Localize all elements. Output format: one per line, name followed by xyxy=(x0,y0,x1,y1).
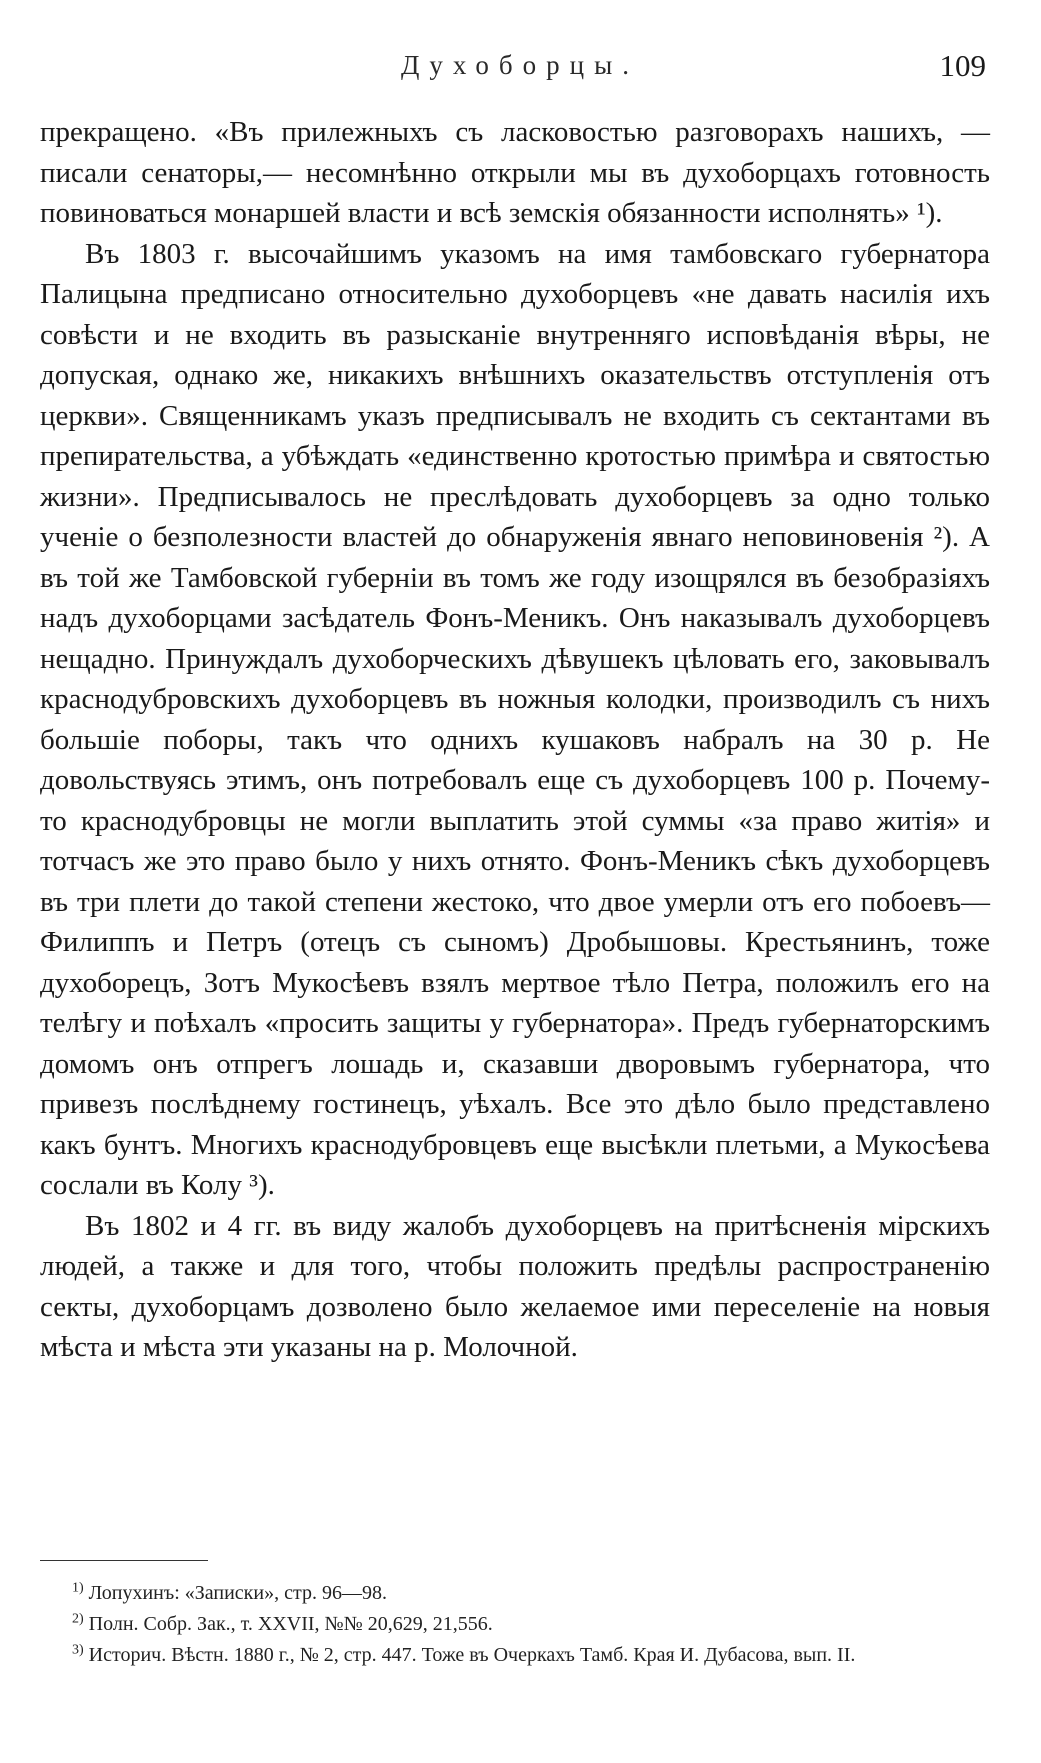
footnote-mark: 3) xyxy=(72,1642,84,1658)
page-header xyxy=(40,50,1000,90)
footnote-3 xyxy=(40,1640,990,1671)
paragraph-continued: прекращено. «Въ прилежныхъ съ ласковостью разговорахъ нашихъ, —писали сенаторы,— несомнѣнно открыли мы въ духоборцахъ готовность повиноваться монаршей власти и всѣ земскія обязанности исполнять» ¹). xyxy=(40,116,990,229)
footnote-separator xyxy=(40,1560,208,1561)
footnote-2 xyxy=(40,1609,990,1640)
footnote-mark: 1) xyxy=(72,1580,84,1596)
footnote-1 xyxy=(40,1578,990,1609)
footnote-text: Лопухинъ: «Записки», стр. 96—98. xyxy=(88,1582,387,1604)
page-number: 109 xyxy=(939,48,986,83)
footnote-text: Историч. Вѣстн. 1880 г., № 2, стр. 447. Тоже въ Очеркахъ Тамб. Края И. Дубасова, вып. II. xyxy=(88,1644,856,1666)
footnote-mark: 2) xyxy=(72,1611,84,1627)
running-title: Духоборцы. xyxy=(401,50,639,80)
main-text xyxy=(40,112,990,1368)
paragraph: Въ 1802 и 4 гг. въ виду жалобъ духоборцевъ на притѣсненія мірскихъ людей, а также и для того, чтобы положить предѣлы распространенію секты, духоборцамъ дозволено было желаемое ими переселеніе на новыя мѣста и мѣста эти указаны на р. Молочной. xyxy=(40,1209,990,1363)
footnote-text: Полн. Собр. Зак., т. XXVII, №№ 20,629, 21,556. xyxy=(88,1613,493,1635)
paragraph: Въ 1803 г. высочайшимъ указомъ на имя тамбовскаго губернатора Палицына предписано относительно духоборцевъ «не давать насилія ихъ совѣсти и не входить въ разысканіе внутренняго исповѣданія вѣры, не допуская, однако же, никакихъ внѣшнихъ оказательствъ отступленія отъ церкви». Священникамъ указъ предписывалъ не входить съ сектантами въ препирательства, а убѣждать «единственно кротостью примѣра и святостью жизни». Предписывалось не преслѣдовать духоборцевъ за одно только ученіе о безполезности властей до обнаруженія явнаго неповиновенія ²). А въ той же Тамбовской губерніи въ томъ же году изощрялся въ безобразіяхъ надъ духоборцами засѣдатель Фонъ-Меникъ. Онъ наказывалъ духоборцевъ нещадно. Принуждалъ духоборческихъ дѣвушекъ цѣловать его, заковывалъ краснодубровскихъ духоборцевъ въ ножныя колодки, производилъ съ нихъ большіе поборы, такъ что однихъ кушаковъ набралъ на 30 р. Не довольствуясь этимъ, онъ потребовалъ еще съ духоборцевъ 100 р. Почему-то краснодубровцы не могли выплатить этой суммы «за право житія» и тотчасъ же это право было у нихъ отнято. Фонъ-Меникъ сѣкъ духоборцевъ въ три плети до такой степени жестоко, что двое умерли отъ его побоевъ—Филиппъ и Петръ (отецъ съ сыномъ) Дробышовы. Крестьянинъ, тоже духоборецъ, Зотъ Мукосѣевъ взялъ мертвое тѣло Петра, положилъ его на телѣгу и поѣхалъ «просить защиты у губернатора». Предъ губернаторскимъ домомъ онъ отпрегъ лошадь и, сказавши дворовымъ губернатора, что привезъ послѣднему гостинецъ, уѣхалъ. Все это дѣло было представлено какъ бунтъ. Многихъ краснодубровцевъ еще высѣкли плетьми, а Мукосѣева сослали въ Колу ³). xyxy=(40,237,990,1201)
footnotes xyxy=(40,1578,990,1671)
